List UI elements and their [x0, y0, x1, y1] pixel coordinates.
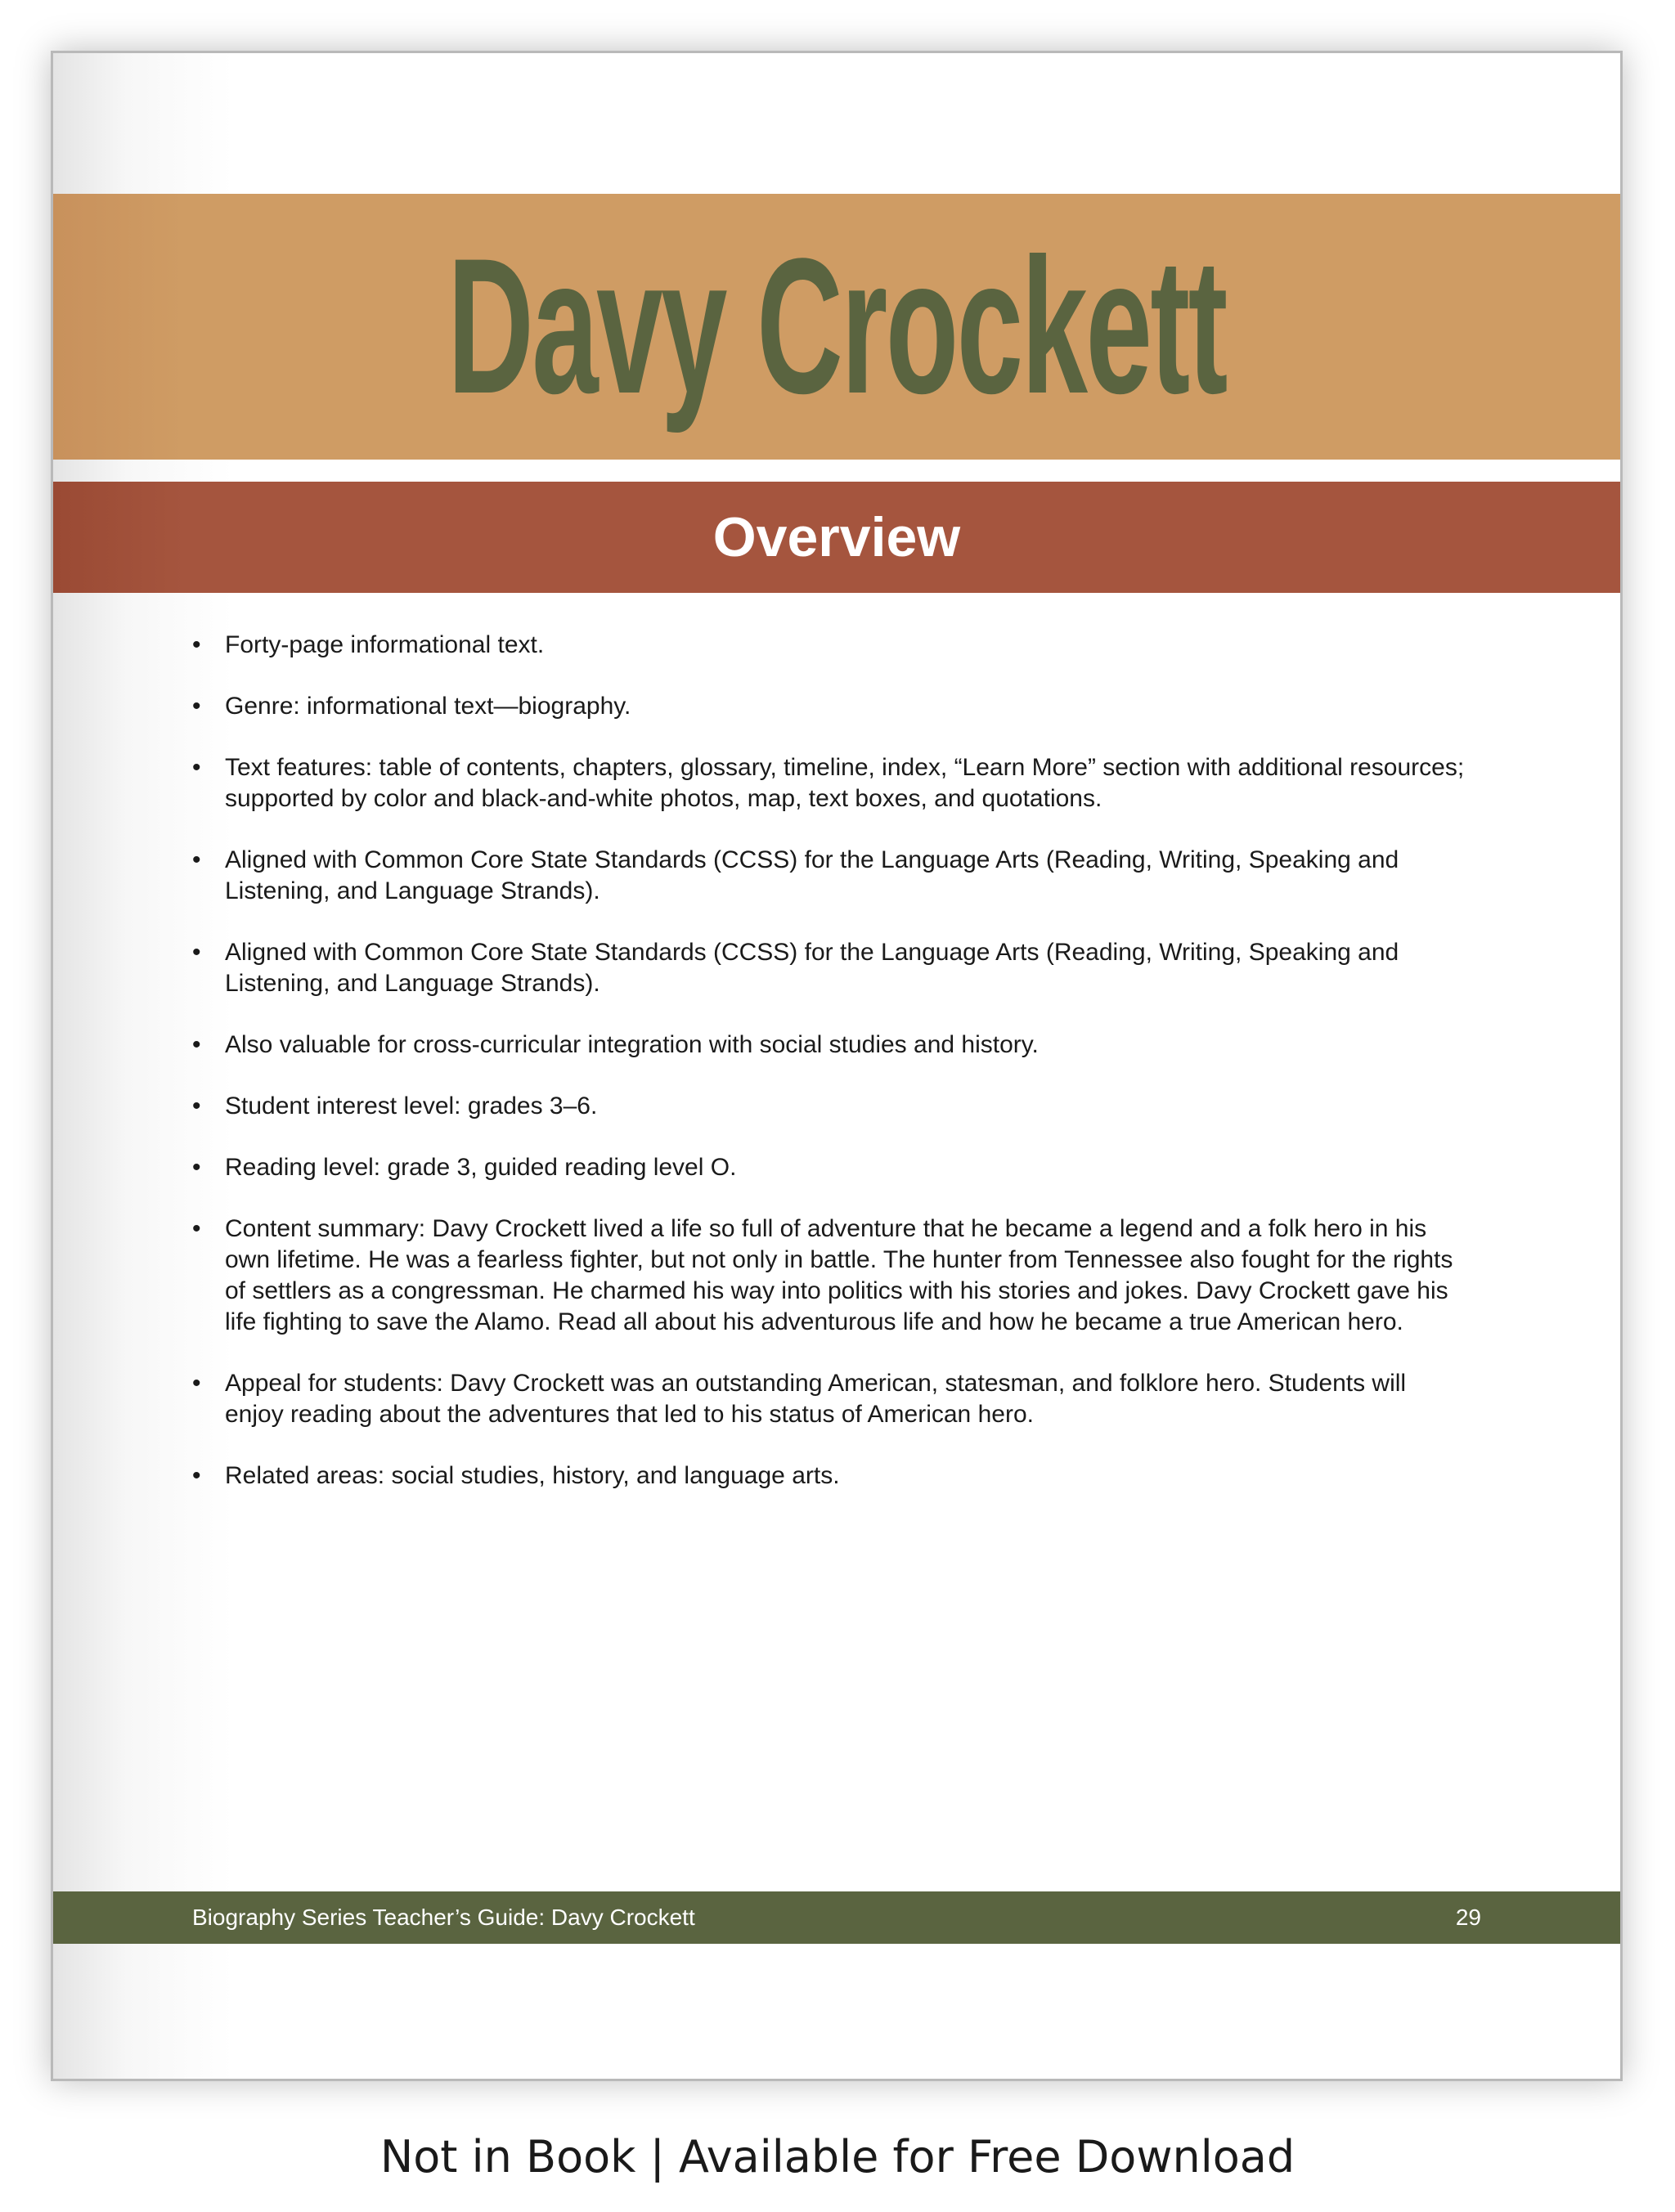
list-item: [192, 1368, 1468, 1430]
list-item: [192, 691, 1468, 722]
list-item: [192, 630, 1468, 661]
list-item: [192, 752, 1468, 814]
list-item-text: Text features: table of contents, chapters, glossary, timeline, index, “Learn More” section with additional resources; supported by color and black-and-white photos, map, text boxes, and quotations.: [225, 754, 1465, 812]
list-item: [192, 1460, 1468, 1492]
document-page: [51, 51, 1623, 2081]
list-item-text: Also valuable for cross-curricular integration with social studies and history.: [225, 1031, 1039, 1058]
list-item: [192, 1214, 1468, 1338]
list-item: [192, 1030, 1468, 1061]
bullet-icon: •: [192, 939, 201, 966]
list-item-text: Aligned with Common Core State Standards (CCSS) for the Language Arts (Reading, Writing, Speaking and Listening, and Language Strands).: [225, 846, 1399, 904]
page-footer: [53, 1891, 1620, 1944]
list-item-text: Aligned with Common Core State Standards (CCSS) for the Language Arts (Reading, Writing, Speaking and Listening, and Language Strands).: [225, 939, 1399, 997]
list-item: [192, 1152, 1468, 1183]
section-heading: Overview: [712, 506, 961, 568]
bullet-icon: •: [192, 1031, 201, 1058]
overview-list: [192, 630, 1468, 1522]
bullet-icon: •: [192, 846, 201, 873]
title-banner: [53, 194, 1620, 460]
page-title: Davy Crockett: [447, 218, 1226, 434]
list-item: [192, 937, 1468, 999]
download-note: Not in Book | Available for Free Download: [379, 2131, 1296, 2183]
list-item-text: Content summary: Davy Crockett lived a life so full of adventure that he became a legend and a folk hero in his own lifetime. He was a fearless fighter, but not only in battle. The hunter from Tennessee also fought for the rights of settlers as a congressman. He charmed his way into politics with his stories and jokes. Davy Crockett gave his life fighting to save the Alamo. Read all about his adventurous life and how he became a true American hero.: [225, 1215, 1453, 1335]
bullet-icon: •: [192, 754, 201, 781]
list-item-text: Reading level: grade 3, guided reading level O.: [225, 1154, 737, 1181]
bullet-icon: •: [192, 1370, 201, 1397]
bullet-icon: •: [192, 1093, 201, 1119]
bullet-icon: •: [192, 693, 201, 720]
bullet-icon: •: [192, 631, 201, 658]
list-item-text: Forty-page informational text.: [225, 631, 545, 658]
list-item-text: Appeal for students: Davy Crockett was an outstanding American, statesman, and folklore hero. Students will enjoy reading about the adventures that led to his status of American hero.: [225, 1370, 1407, 1428]
bullet-icon: •: [192, 1154, 201, 1181]
section-banner: [53, 482, 1620, 593]
list-item-text: Student interest level: grades 3–6.: [225, 1093, 598, 1119]
list-item: [192, 1091, 1468, 1122]
bullet-icon: •: [192, 1462, 201, 1489]
footer-page-number: 29: [1455, 1905, 1481, 1930]
list-item-text: Related areas: social studies, history, and language arts.: [225, 1462, 840, 1489]
list-item: [192, 845, 1468, 907]
footer-guide-title: Biography Series Teacher’s Guide: Davy Crockett: [192, 1905, 695, 1930]
list-item-text: Genre: informational text—biography.: [225, 693, 631, 720]
bullet-icon: •: [192, 1215, 201, 1242]
